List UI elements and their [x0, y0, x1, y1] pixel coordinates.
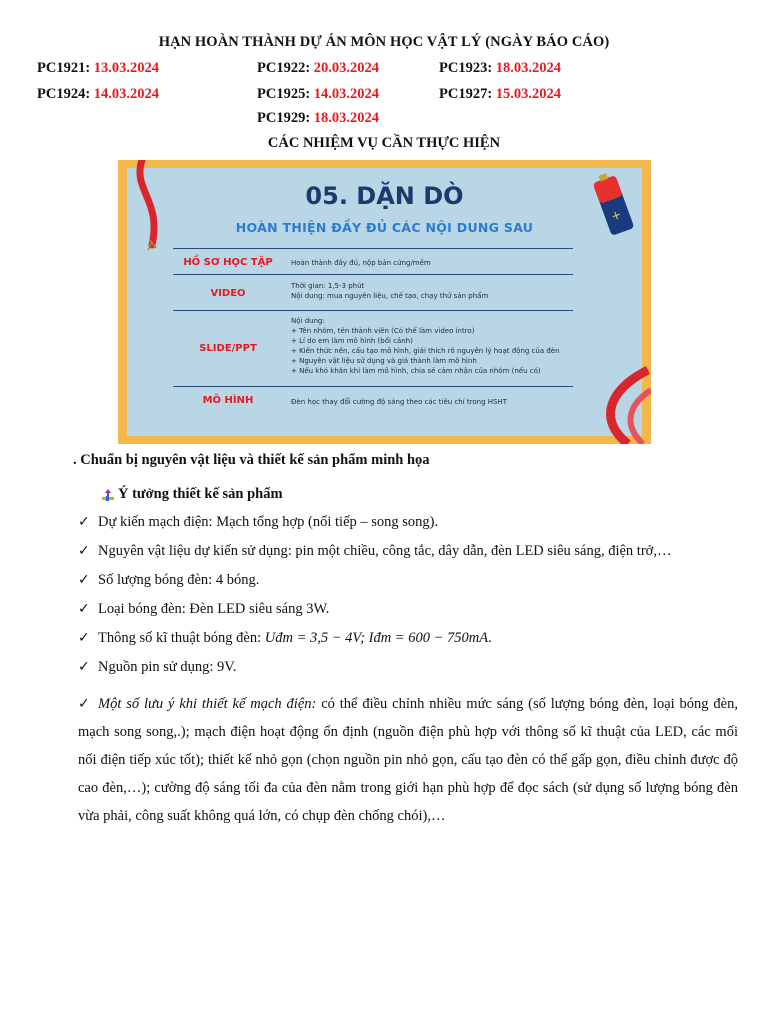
check-icon: ✓ — [78, 543, 90, 559]
spec-formula: Uđm = 3,5 − 4V; Iđm = 600 − 750mA — [264, 630, 489, 646]
slide-row-video — [173, 274, 573, 311]
slide-panel — [127, 168, 642, 436]
slide-row-ho-so — [173, 248, 573, 275]
deadline-pc1927: PC1927: 15.03.2024 — [439, 86, 562, 102]
design-notes: ✓ Một số lưu ý khi thiết kế mạch điện: có thể điều chỉnh nhiều mức sáng (số lượng bóng đèn, loại bóng đèn, mạch song song,.); mạch điện hoạt động ổn định (nguồn điện phù hợp với thông số kĩ thuật của LED, các mối nối điện tiếp xúc tốt); thiết kế nhỏ gọn (chọn nguồn pin nhỏ gọn, cấu tạo đèn có thể gấp gọn, điều chỉnh được độ cao đèn,…); cường độ sáng tối đa của đèn nằm trong giới hạn phù hợp để đọc sách (sử dụng số lượng bóng đèn vừa phải, công suất không quá lớn, có chụp đèn chống chói),… — [78, 690, 738, 830]
deadline-pc1929: PC1929: 18.03.2024 — [257, 110, 380, 126]
slide-row-slide — [173, 310, 573, 387]
slide-row-label: MÔ HÌNH — [202, 395, 254, 406]
list-item: ✓ Nguyên vật liệu dự kiến sử dụng: pin một chiều, công tắc, dây dẫn, đèn LED siêu sáng, điện trở,… — [78, 537, 738, 565]
check-icon: ✓ — [78, 696, 90, 712]
slide-image — [118, 160, 651, 444]
slide-row-text: Thời gian: 1,5-3 phút Nội dung: mua nguyên liệu, chế tạo, chạy thử sản phẩm — [291, 282, 489, 300]
section-heading: . Chuẩn bị nguyên vật liệu và thiết kế sản phẩm minh họa — [73, 452, 430, 468]
deadline-pc1924: PC1924: 14.03.2024 — [37, 86, 160, 102]
list-item: ✓ Thông số kĩ thuật bóng đèn: Uđm = 3,5 − 4V; Iđm = 600 − 750mA. — [78, 624, 738, 652]
bullet-arrow-icon — [102, 489, 114, 501]
slide-subtitle: HOÀN THIỆN ĐẦY ĐỦ CÁC NỘI DUNG SAU — [235, 220, 534, 235]
check-icon: ✓ — [78, 630, 90, 646]
list-item: ✓ Số lượng bóng đèn: 4 bóng. — [78, 566, 738, 594]
slide-row-label: SLIDE/PPT — [199, 343, 257, 354]
cable-icon — [588, 360, 651, 444]
deadline-pc1925: PC1925: 14.03.2024 — [257, 86, 380, 102]
check-icon: ✓ — [78, 572, 90, 588]
slide-row-text: Đèn học thay đổi cường độ sáng theo các tiêu chí trong HSHT — [291, 398, 508, 406]
slide-row-text: Hoàn thành đầy đủ, nộp bản cứng/mềm — [291, 259, 431, 267]
list-item: ✓ Dự kiến mạch điện: Mạch tổng hợp (nối tiếp – song song). — [78, 508, 738, 536]
battery-icon — [588, 166, 648, 246]
deadline-pc1921: PC1921: 13.03.2024 — [37, 60, 160, 76]
idea-heading: Ý tưởng thiết kế sản phẩm — [102, 486, 283, 503]
list-item: ✓ Nguồn pin sử dụng: 9V. — [78, 653, 738, 681]
tasks-heading: CÁC NHIỆM VỤ CẦN THỰC HIỆN — [267, 135, 501, 151]
list-item: ✓ Loại bóng đèn: Đèn LED siêu sáng 3W. — [78, 595, 738, 623]
slide-row-text: Nội dung: + Tên nhóm, tên thành viên (Có thể làm video intro) + Lí do em làm mô hình (bối cảnh) + Kiến thức nền, cấu tạo mô hình, giải thích rõ nguyên lý hoạt động của đèn + Nguyên vật liệu sử dụng và giá thành làm mô hình + Nếu khó khăn khi làm mô hình, chia sẻ cảm nhận của nhóm (nếu có) — [291, 317, 560, 375]
deadline-pc1922: PC1922: 20.03.2024 — [257, 60, 380, 76]
slide-title: 05. DẶN DÒ — [305, 182, 464, 210]
svg-text:+: + — [608, 206, 624, 224]
slide-row-label: HỒ SƠ HỌC TẬP — [183, 257, 273, 268]
slide-row-mo-hinh — [173, 386, 573, 417]
page-title: HẠN HOÀN THÀNH DỰ ÁN MÔN HỌC VẬT LÝ (NGÀY BÁO CÁO) — [158, 34, 610, 50]
deadline-pc1923: PC1923: 18.03.2024 — [439, 60, 562, 76]
check-icon: ✓ — [78, 659, 90, 675]
slide-row-label: VIDEO — [210, 288, 246, 299]
cable-icon — [132, 160, 172, 250]
check-icon: ✓ — [78, 601, 90, 617]
check-icon: ✓ — [78, 514, 90, 530]
